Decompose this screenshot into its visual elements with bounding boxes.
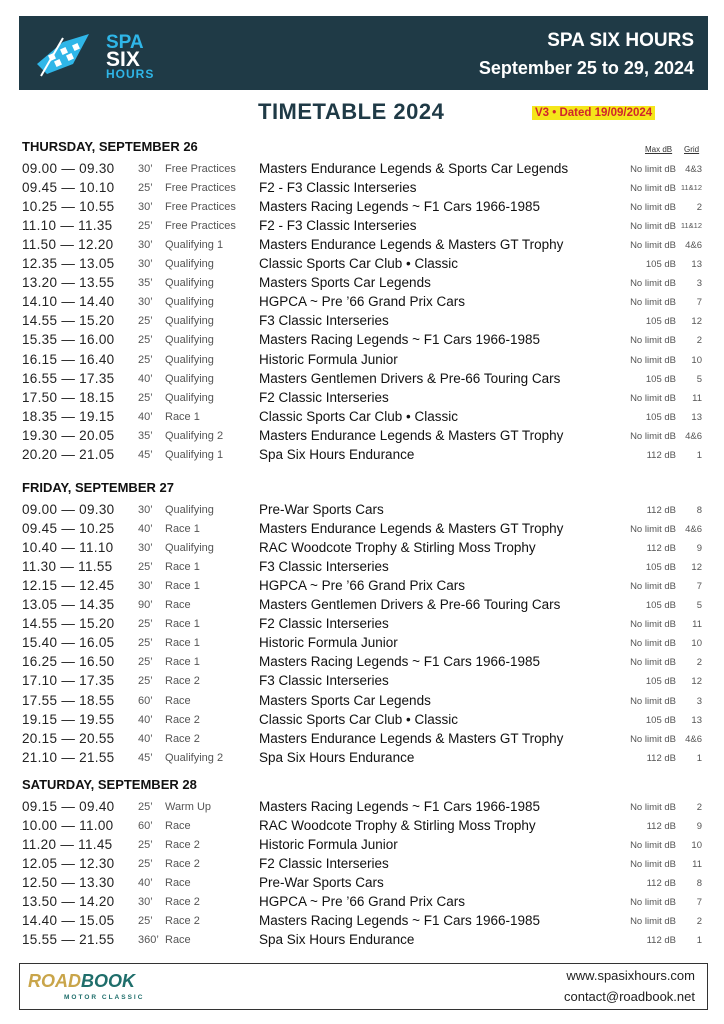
schedule-row [22,654,706,673]
session-type: Qualifying 1 [165,448,224,461]
day-title: THURSDAY, SEPTEMBER 26 [22,139,198,154]
session-duration: 25’ [138,182,153,195]
race-name: F3 Classic Interseries [259,673,389,689]
session-type: Qualifying 1 [165,239,224,252]
session-duration: 45’ [138,448,153,461]
max-db: No limit dB [630,183,676,195]
max-db: No limit dB [630,859,676,871]
grid-number: 11 [692,392,702,404]
version-badge: V3 • Dated 19/09/2024 [532,106,655,120]
roadbook-logo-road: ROAD [28,971,81,991]
session-type: Qualifying [165,504,214,516]
session-time: 11.50 — 12.20 [22,237,114,253]
session-time: 19.30 — 20.05 [22,427,115,443]
grid-number: 4&6 [685,524,702,536]
schedule-row [22,799,706,818]
session-duration: 25’ [138,561,153,574]
session-time: 17.10 — 17.35 [22,673,115,689]
race-name: Masters Endurance Legends & Masters GT Trophy [259,237,564,253]
column-header-db: Max dB [645,145,673,154]
session-time: 12.35 — 13.05 [22,256,115,272]
grid-number: 9 [696,543,702,555]
session-duration: 30’ [138,542,153,555]
schedule-row [22,313,706,332]
grid-number: 2 [696,202,702,214]
grid-number: 10 [691,638,702,650]
grid-number: 4&3 [685,164,702,175]
race-name: Masters Racing Legends ~ F1 Cars 1966-1985 [259,199,541,215]
race-name: F2 Classic Interseries [259,856,389,872]
race-name: Classic Sports Car Club • Classic [259,711,459,727]
max-db: No limit dB [630,733,676,745]
race-name: Historic Formula Junior [259,837,398,853]
grid-number: 7 [696,897,702,909]
grid-number: 7 [696,581,702,593]
schedule-row [22,521,706,540]
session-time: 19.15 — 19.55 [22,711,115,727]
race-name: Masters Racing Legends ~ F1 Cars 1966-1985 [259,332,541,348]
session-time: 11.20 — 11.45 [22,837,113,853]
grid-number: 13 [691,411,702,423]
max-db: 112 dB [646,449,676,461]
session-duration: 30’ [138,163,153,175]
session-duration: 30’ [138,504,153,516]
session-duration: 25’ [138,801,153,813]
session-duration: 25’ [138,839,153,852]
grid-number: 2 [696,802,702,813]
column-header-grid: Grid [684,145,700,154]
race-name: HGPCA ~ Pre ’66 Grand Prix Cars [259,894,465,910]
max-db: No limit dB [630,638,676,650]
session-type: Race [165,694,191,707]
grid-number: 11 [692,619,702,631]
race-name: F2 - F3 Classic Interseries [259,180,417,196]
roadbook-logo [28,971,135,992]
schedule-row [22,237,706,256]
max-db: No limit dB [630,802,676,813]
race-name: HGPCA ~ Pre ’66 Grand Prix Cars [259,578,465,594]
day-title: FRIDAY, SEPTEMBER 27 [22,480,174,495]
schedule-row [22,294,706,313]
session-duration: 60’ [138,820,153,833]
max-db: 105 dB [645,411,676,423]
schedule-row [22,447,706,466]
max-db: No limit dB [630,897,676,909]
session-time: 13.05 — 14.35 [22,597,115,613]
session-type: Qualifying [165,391,214,404]
max-db: 105 dB [645,562,676,574]
max-db: 105 dB [645,714,676,726]
schedule-row [22,409,706,428]
schedule-row [22,180,706,199]
race-name: HGPCA ~ Pre ’66 Grand Prix Cars [259,294,465,310]
session-type: Qualifying [165,353,214,366]
schedule-row [22,913,706,932]
race-name: Classic Sports Car Club • Classic [259,256,459,272]
schedule-row [22,578,706,597]
race-name: Pre-War Sports Cars [259,502,384,517]
schedule-row [22,894,706,913]
schedule-row [22,352,706,371]
grid-number: 4&6 [685,733,702,745]
race-name: Masters Gentlemen Drivers & Pre-66 Touring Cars [259,597,561,613]
max-db: 112 dB [646,935,676,947]
session-duration: 40’ [138,372,153,385]
session-type: Race 1 [165,618,200,631]
max-db: No limit dB [630,695,676,707]
grid-number: 12 [691,562,702,574]
session-time: 13.50 — 14.20 [22,894,115,910]
grid-number: 9 [696,821,702,833]
session-duration: 360’ [138,934,159,947]
max-db: No limit dB [630,278,676,290]
grid-number: 8 [696,878,702,890]
schedule-row [22,161,706,180]
session-duration: 40’ [138,713,153,726]
race-name: Spa Six Hours Endurance [259,749,415,765]
grid-number: 3 [696,278,702,290]
grid-number: 11&12 [680,221,702,231]
session-duration: 25’ [138,675,153,688]
session-time: 09.45 — 10.25 [22,521,115,537]
session-time: 09.00 — 09.30 [22,161,115,176]
session-type: Qualifying 2 [165,429,224,442]
grid-number: 11&12 [680,183,702,193]
session-time: 15.55 — 21.55 [22,932,115,948]
session-time: 16.55 — 17.35 [22,370,115,386]
timetable-title: TIMETABLE 2024 [258,99,445,124]
session-time: 18.35 — 19.15 [22,408,115,424]
max-db: No limit dB [630,619,676,631]
session-type: Race 2 [165,915,200,928]
race-name: Masters Endurance Legends & Masters GT Trophy [259,427,564,443]
max-db: 105 dB [645,600,676,612]
session-type: Race [165,599,191,612]
session-time: 11.30 — 11.55 [22,559,113,575]
session-duration: 40’ [138,410,153,423]
session-duration: 30’ [138,239,153,252]
session-time: 16.15 — 16.40 [22,351,115,367]
grid-number: 13 [691,259,702,271]
session-duration: 35’ [138,277,153,290]
session-time: 16.25 — 16.50 [22,654,115,670]
schedule-row [22,502,706,521]
schedule-row [22,635,706,654]
schedule-row [22,712,706,731]
max-db: No limit dB [630,335,676,347]
session-time: 09.45 — 10.10 [22,180,115,196]
grid-number: 8 [696,505,702,516]
race-name: Pre-War Sports Cars [259,875,384,891]
grid-number: 4&6 [685,430,702,442]
max-db: No limit dB [630,840,676,852]
session-type: Qualifying [165,542,214,555]
max-db: No limit dB [630,354,676,366]
roadbook-subtitle: MOTOR CLASSIC [64,994,145,1001]
session-type: Race [165,877,191,890]
grid-number: 2 [696,335,702,347]
session-duration: 40’ [138,732,153,745]
grid-number: 10 [691,840,702,852]
schedule-row [22,856,706,875]
session-time: 20.20 — 21.05 [22,446,115,462]
footer [19,963,708,1010]
session-duration: 45’ [138,751,153,764]
max-db: 105 dB [645,373,676,385]
max-db: No limit dB [630,392,676,404]
schedule-row [22,256,706,275]
session-time: 15.40 — 16.05 [22,635,115,651]
race-name: F2 Classic Interseries [259,616,389,632]
race-name: Masters Endurance Legends & Masters GT Trophy [259,730,564,746]
max-db: 112 dB [646,752,676,764]
grid-number: 12 [691,676,702,688]
session-duration: 25’ [138,220,153,233]
schedule-row [22,731,706,750]
session-type: Free Practices [165,220,236,233]
grid-number: 7 [696,297,702,309]
max-db: No limit dB [630,916,676,928]
max-db: 112 dB [646,543,676,555]
session-type: Qualifying [165,296,214,309]
session-time: 17.50 — 18.15 [22,389,115,405]
grid-number: 1 [696,752,702,764]
session-type: Qualifying [165,277,214,290]
session-duration: 25’ [138,915,153,928]
grid-number: 13 [691,714,702,726]
schedule-row [22,932,706,951]
session-time: 09.00 — 09.30 [22,502,115,517]
race-name: Masters Gentlemen Drivers & Pre-66 Touring Cars [259,370,561,386]
schedule-row [22,616,706,635]
schedule-row [22,559,706,578]
spa-six-hours-logo [33,24,153,82]
session-duration: 30’ [138,258,153,271]
session-type: Race 1 [165,410,200,423]
grid-number: 2 [696,657,702,669]
schedule-row [22,540,706,559]
session-duration: 40’ [138,523,153,536]
grid-number: 1 [696,449,702,461]
schedule-row [22,199,706,218]
session-type: Qualifying [165,315,214,328]
schedule-row [22,390,706,409]
schedule-row [22,275,706,294]
session-time: 10.25 — 10.55 [22,199,115,215]
session-type: Race 2 [165,858,200,871]
race-name: Historic Formula Junior [259,351,398,367]
session-time: 10.00 — 11.00 [22,818,114,834]
session-type: Race 1 [165,561,200,574]
session-duration: 35’ [138,429,153,442]
session-type: Race 2 [165,839,200,852]
race-name: Masters Sports Car Legends [259,275,431,291]
schedule-row [22,673,706,692]
grid-number: 1 [696,935,702,947]
logo-line-1: SPA [106,32,144,53]
grid-number: 2 [696,916,702,928]
session-type: Free Practices [165,201,236,214]
session-time: 14.10 — 14.40 [22,294,115,310]
logo-line-2: SIX [106,48,140,71]
max-db: No limit dB [630,581,676,593]
grid-number: 11 [692,859,702,871]
race-name: Masters Endurance Legends & Sports Car Legends [259,161,569,176]
schedule-row [22,428,706,447]
race-name: F3 Classic Interseries [259,313,389,329]
race-name: RAC Woodcote Trophy & Stirling Moss Trophy [259,540,536,556]
schedule-row [22,371,706,390]
session-type: Race 2 [165,713,200,726]
session-type: Qualifying [165,334,214,347]
session-time: 12.15 — 12.45 [22,578,115,594]
session-duration: 60’ [138,694,153,707]
session-duration: 25’ [138,656,153,669]
session-duration: 25’ [138,637,153,650]
race-name: Historic Formula Junior [259,635,398,651]
day-title: SATURDAY, SEPTEMBER 28 [22,777,197,792]
session-type: Race 2 [165,896,200,909]
max-db: 105 dB [645,259,676,271]
session-time: 11.10 — 11.35 [22,218,113,234]
logo-wordmark [106,34,154,81]
schedule-row [22,218,706,237]
schedule-row [22,693,706,712]
grid-number: 5 [696,600,702,612]
grid-number: 3 [696,695,702,707]
session-time: 20.15 — 20.55 [22,730,115,746]
session-time: 09.15 — 09.40 [22,799,115,814]
schedule-row [22,597,706,616]
grid-number: 5 [696,373,702,385]
grid-number: 10 [691,354,702,366]
session-type: Race 1 [165,637,200,650]
session-type: Race 1 [165,656,200,669]
race-name: Classic Sports Car Club • Classic [259,408,459,424]
max-db: 105 dB [645,676,676,688]
session-type: Qualifying [165,258,214,271]
session-time: 17.55 — 18.55 [22,692,115,708]
email-link[interactable]: contact@roadbook.net [563,989,695,1004]
session-type: Race 1 [165,580,200,593]
race-name: F3 Classic Interseries [259,559,389,575]
max-db: No limit dB [630,430,676,442]
chequered-flag-icon [33,24,103,82]
session-time: 14.55 — 15.20 [22,616,115,632]
max-db: No limit dB [630,164,676,175]
max-db: No limit dB [630,202,676,214]
max-db: No limit dB [630,657,676,669]
session-duration: 25’ [138,618,153,631]
session-type: Warm Up [165,801,212,813]
race-name: F2 - F3 Classic Interseries [259,218,417,234]
event-dates: September 25 to 29, 2024 [478,58,694,78]
session-time: 14.55 — 15.20 [22,313,115,329]
session-time: 15.35 — 16.00 [22,332,115,348]
session-duration: 30’ [138,580,153,593]
header-banner [19,16,708,90]
session-time: 12.05 — 12.30 [22,856,115,872]
max-db: No limit dB [630,524,676,536]
grid-number: 12 [691,316,702,328]
schedule-row [22,332,706,351]
race-name: Spa Six Hours Endurance [259,932,415,948]
session-time: 12.50 — 13.30 [22,875,115,891]
grid-number: 4&6 [685,240,702,252]
website-link[interactable]: www.spasixhours.com [566,968,695,983]
race-name: Masters Racing Legends ~ F1 Cars 1966-1985 [259,799,541,814]
event-title: SPA SIX HOURS [547,30,694,51]
session-type: Race [165,934,191,947]
race-name: Masters Racing Legends ~ F1 Cars 1966-1985 [259,654,541,670]
logo-line-3: HOURS [106,67,155,81]
max-db: 112 dB [646,821,676,833]
max-db: No limit dB [630,240,676,252]
session-type: Free Practices [165,182,236,195]
max-db: 112 dB [646,505,676,516]
session-type: Qualifying 2 [165,751,224,764]
roadbook-logo-book: BOOK [81,971,135,991]
max-db: 105 dB [645,316,676,328]
session-type: Race 2 [165,675,200,688]
session-duration: 25’ [138,858,153,871]
session-duration: 30’ [138,896,153,909]
race-name: RAC Woodcote Trophy & Stirling Moss Trophy [259,818,536,834]
session-duration: 90’ [138,599,153,612]
schedule-row [22,875,706,894]
session-duration: 25’ [138,391,153,404]
race-name: F2 Classic Interseries [259,389,389,405]
session-type: Race 2 [165,732,200,745]
session-type: Race [165,820,191,833]
session-type: Race 1 [165,523,200,536]
max-db: 112 dB [646,878,676,890]
race-name: Masters Endurance Legends & Masters GT Trophy [259,521,564,537]
max-db: No limit dB [630,221,676,233]
schedule-row [22,818,706,837]
session-type: Qualifying [165,372,214,385]
session-type: Free Practices [165,163,236,175]
session-time: 13.20 — 13.55 [22,275,115,291]
schedule-row [22,750,706,769]
max-db: No limit dB [630,297,676,309]
session-duration: 25’ [138,334,153,347]
session-time: 21.10 — 21.55 [22,749,115,765]
session-duration: 40’ [138,877,153,890]
race-name: Masters Racing Legends ~ F1 Cars 1966-1985 [259,913,541,929]
race-name: Masters Sports Car Legends [259,692,431,708]
session-time: 10.40 — 11.10 [22,540,114,556]
session-duration: 30’ [138,201,153,214]
schedule-row [22,837,706,856]
race-name: Spa Six Hours Endurance [259,446,415,462]
session-duration: 25’ [138,353,153,366]
session-time: 14.40 — 15.05 [22,913,115,929]
session-duration: 30’ [138,296,153,309]
session-duration: 25’ [138,315,153,328]
